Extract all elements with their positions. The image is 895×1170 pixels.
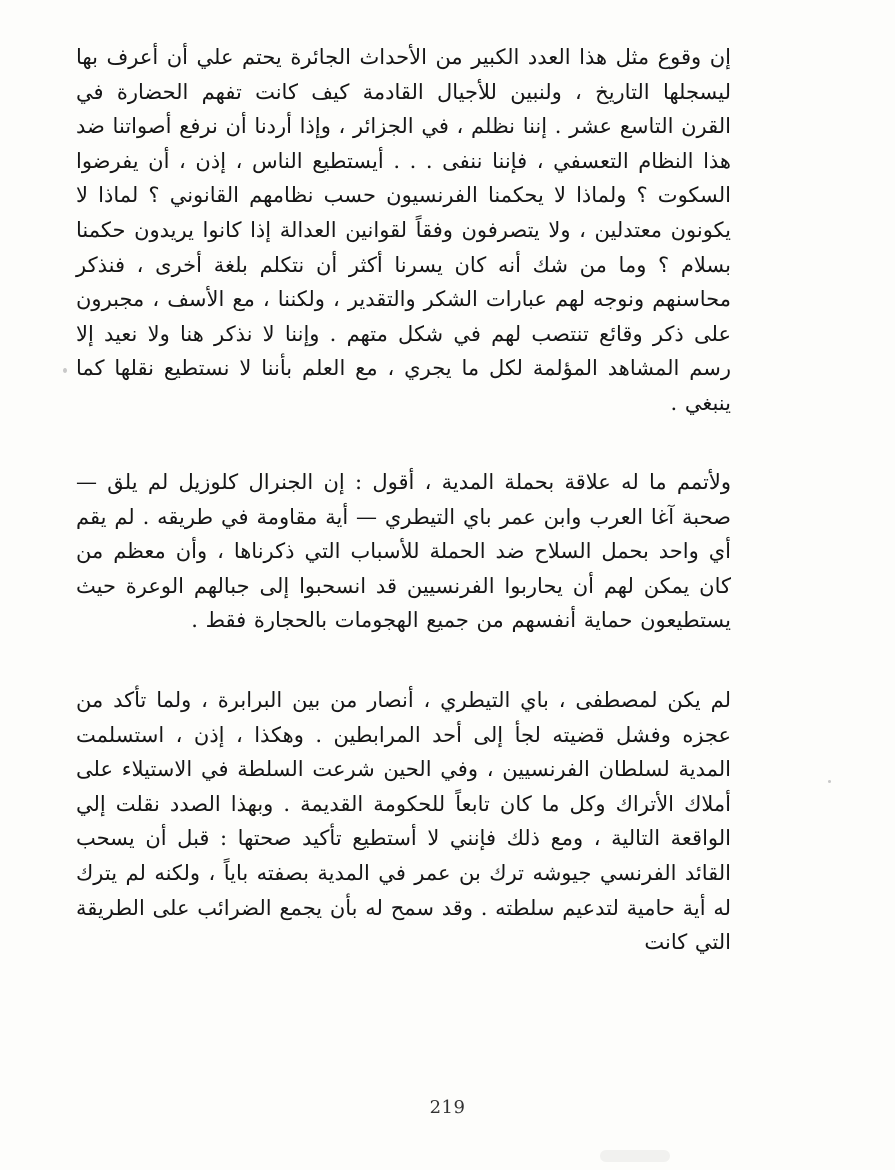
scan-speck	[63, 368, 67, 373]
scan-smudge	[600, 1150, 670, 1162]
paragraph-2: ولأتمم ما له علاقة بحملة المدية ، أقول : إن الجنرال كلوزيل لم يلق — صحبة آغا العرب وابن عمر باي التيطري — أية مقاومة في طريقه . لم يقم أي واحد بحمل السلاح ضد الحملة للأسباب التي ذكرناها ، وأن معظم من كان يمكن لهم أن يحاربوا الفرنسيين قد انسحبوا إلى جبالهم الوعرة حيث يستطيعون حماية أنفسهم من جميع الهجومات بالحجارة فقط .	[76, 470, 731, 633]
scan-speck	[828, 780, 831, 783]
paragraph-3: لم يكن لمصطفى ، باي التيطري ، أنصار من بين البرابرة ، ولما تأكد من عجزه وفشل قضيته لجأ إلى أحد المرابطين . وهكذا ، إذن ، استسلمت المدية لسلطان الفرنسيين ، وفي الحين شرعت السلطة في الاستيلاء على أملاك الأتراك وكل ما كان تابعاً للحكومة القديمة . وبهذا الصدد نقلت إلي الواقعة التالية ، ومع ذلك فإنني لا أستطيع تأكيد صحتها : قبل أن يسحب القائد الفرنسي جيوشه ترك بن عمر في المدية بصفته باياً ، ولكنه لم يترك له أية حامية لتدعيم سلطته . وقد سمح له بأن يجمع الضرائب على الطريقة التي كانت	[76, 688, 731, 955]
paragraph-1: إن وقوع مثل هذا العدد الكبير من الأحداث الجائرة يحتم علي أن أعرف بها ليسجلها التاريخ ، ولنبين للأجيال القادمة كيف كانت تفهم الحضارة في القرن التاسع عشر . إننا نظلم ، في الجزائر ، وإذا أردنا أن نرفع أصواتنا ضد هذا النظام التعسفي ، فإننا ننفى . . . أيستطيع الناس ، إذن ، أن يفرضوا السكوت ؟ ولماذا لا يحكمنا الفرنسيون حسب نظامهم القانوني ؟ لماذا لا يكونون معتدلين ، ولا يتصرفون وفقاً لقوانين العدالة إذا كانوا يريدون حكمنا بسلام ؟ وما من شك أنه كان يسرنا أكثر أن نتكلم بلغة أخرى ، فنذكر محاسنهم ونوجه لهم عبارات الشكر والتقدير ، ولكننا ، مع الأسف ، مجبرون على ذكر وقائع تنتصب لهم في شكل متهم . وإننا لا نذكر هنا ولا نعيد إلا رسم المشاهد المؤلمة لكل ما يجري ، مع العلم بأننا لا نستطيع نقلها كما ينبغي .	[76, 45, 731, 415]
page-number: 219	[429, 1097, 466, 1118]
